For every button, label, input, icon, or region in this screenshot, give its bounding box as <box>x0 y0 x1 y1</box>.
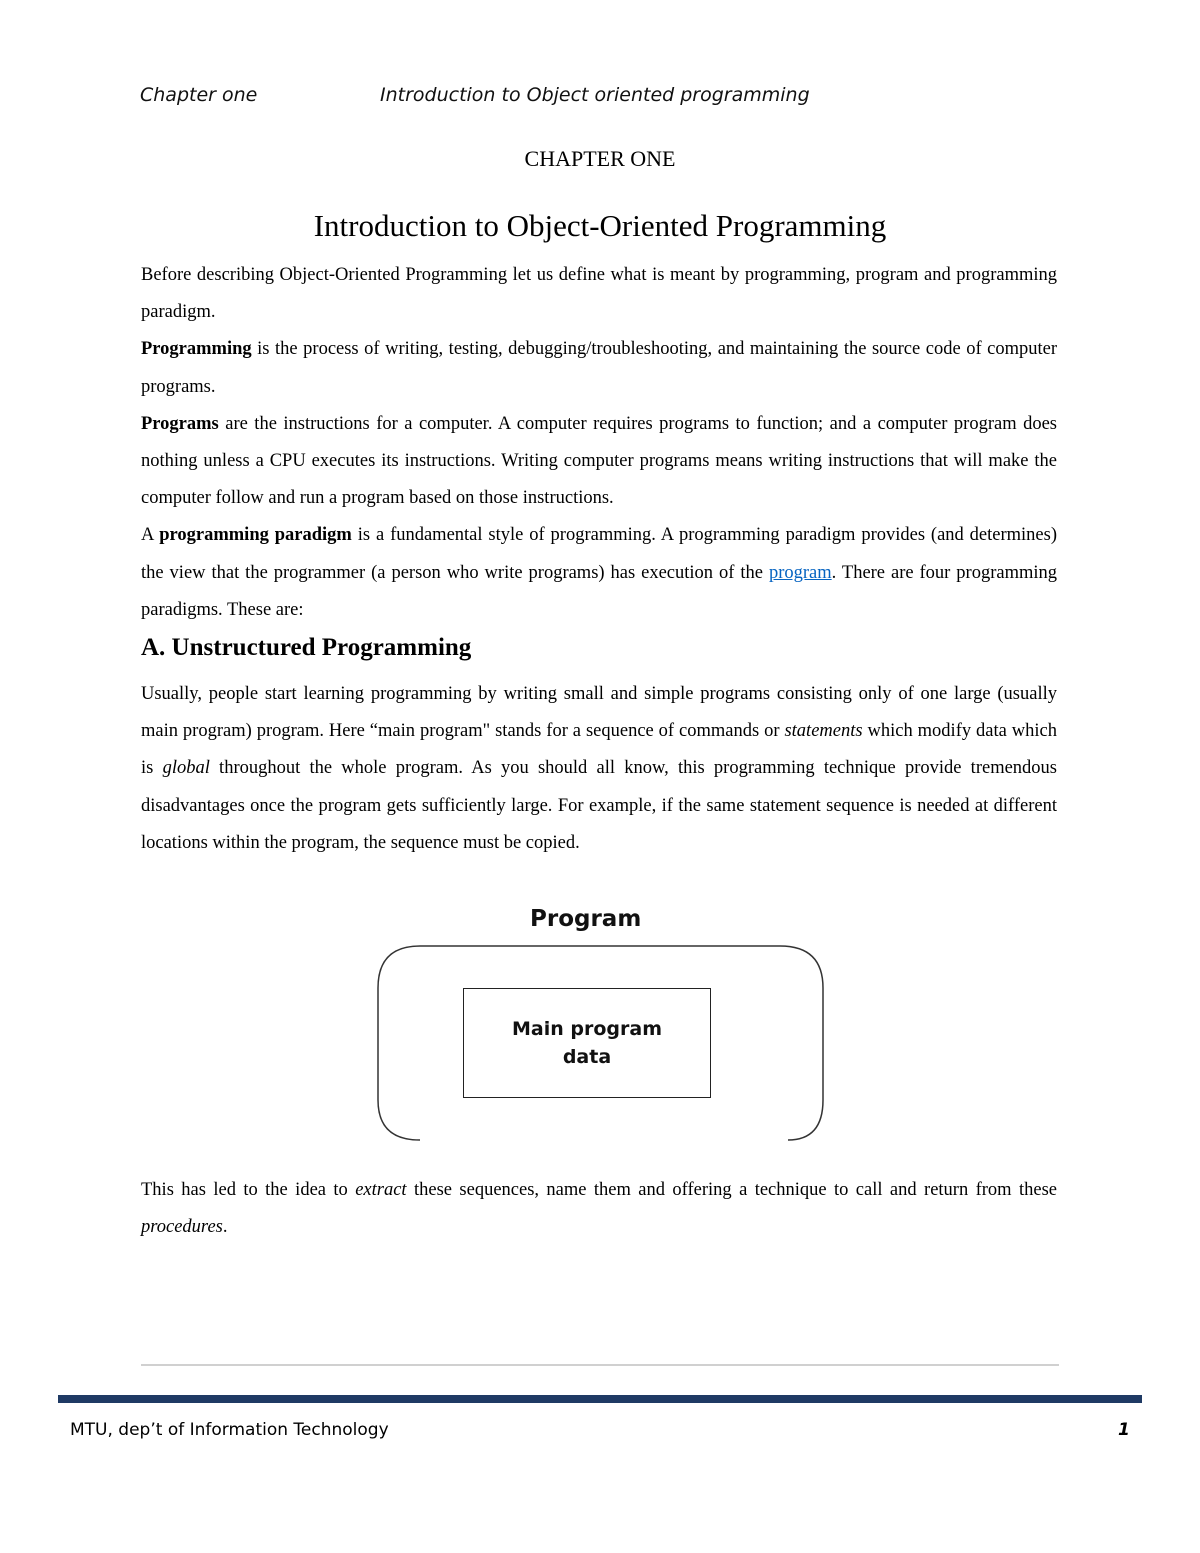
footer-department: MTU, dep’t of Information Technology <box>70 1420 389 1440</box>
page-number: 1 <box>1118 1420 1130 1440</box>
header-title: Introduction to Object oriented programming <box>380 84 810 106</box>
term-programming-paradigm: programming paradigm <box>159 525 352 546</box>
data-label: data <box>562 1046 612 1068</box>
diagram-title: Program <box>530 906 642 932</box>
closing-text-1: This has led to the idea to <box>141 1180 356 1200</box>
main-program-box <box>463 988 711 1098</box>
programming-definition <box>141 331 1057 405</box>
term-statements: statements <box>784 721 863 742</box>
programs-definition-text: are the instructions for a computer. A computer requires programs to function; and a computer program does nothing unless a CPU executes its instructions. Writing computer programs means writing instructions that will make the computer follow and run a program based on those instructions. <box>141 413 1057 509</box>
unstructured-paragraph <box>141 676 1057 862</box>
main-program-label: Main program <box>512 1018 662 1040</box>
unstructured-text-1: Usually, people start learning programming by writing small and simple programs consisting only of one large (usually main program) program. Here “main program" stands for a sequence of commands or <box>141 684 1057 742</box>
paradigm-text-a: A <box>141 525 160 546</box>
footer-rule <box>141 1364 1059 1366</box>
term-extract: extract <box>355 1180 407 1200</box>
header-chapter: Chapter one <box>140 84 258 106</box>
programming-definition-text: is the process of writing, testing, debugging/troubleshooting, and maintaining the source code of computer programs. <box>141 339 1057 397</box>
program-link[interactable]: program <box>768 562 832 583</box>
unstructured-text-3: throughout the whole program. As you should all know, this programming technique provide tremendous disadvantages once the program gets sufficiently large. For example, if the same statement sequence is needed at different locations within the program, the sequence must be copied. <box>141 758 1057 853</box>
term-procedures: procedures <box>141 1217 223 1238</box>
intro-text: Before describing Object-Oriented Programming let us define what is meant by programming, program and programming paradigm. <box>141 265 1057 323</box>
page-title: Introduction to Object-Oriented Programming <box>313 208 887 243</box>
unstructured-text-2: which modify data which is <box>141 721 1057 779</box>
running-header <box>140 84 810 106</box>
term-programming: Programming <box>141 339 252 360</box>
closing-text <box>141 1172 1057 1246</box>
section-heading-unstructured: A. Unstructured Programming <box>141 634 472 661</box>
closing-text-3: . <box>222 1217 228 1238</box>
closing-text-2: these sequences, name them and offering a technique to call and return from these <box>406 1180 1057 1200</box>
program-diagram <box>370 906 840 1156</box>
closing-paragraph <box>141 1172 1057 1246</box>
term-programs: Programs <box>141 413 219 434</box>
unstructured-text <box>141 676 1057 862</box>
chapter-label: CHAPTER ONE <box>524 146 676 171</box>
term-global: global <box>162 758 210 779</box>
programs-definition <box>141 406 1057 518</box>
paradigm-definition <box>141 517 1057 629</box>
intro-paragraph <box>141 257 1057 331</box>
paradigm-text-c: . There are four programming paradigms. These are: <box>141 562 1058 620</box>
intro-section <box>141 257 1057 629</box>
footer-bar <box>58 1395 1142 1403</box>
paradigm-text-b: is a fundamental style of programming. A programming paradigm provides (and determines) the view that the programmer (a person who write programs) has execution of the <box>141 525 1058 583</box>
